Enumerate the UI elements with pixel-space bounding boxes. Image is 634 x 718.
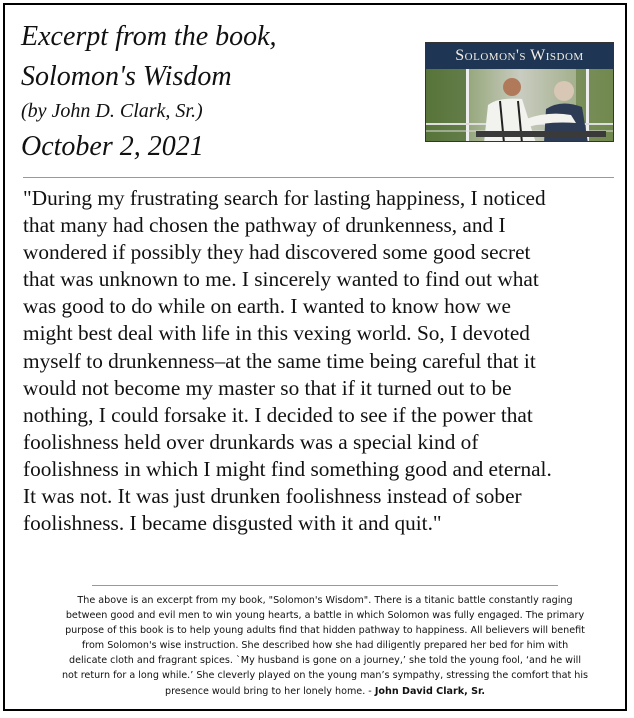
excerpt-quote (23, 185, 623, 537)
quote-line: "During my frustrating search for lasting happiness, I noticed (23, 186, 546, 210)
quote-line: myself to drunkenness–at the same time being careful that it (23, 348, 536, 373)
footer-line: The above is an excerpt from my book, "Solomon's Wisdom". There is a titanic battle constantly raging (77, 595, 573, 606)
quote-line: It was not. It was just drunken foolishness instead of sober (23, 484, 522, 509)
quote-line: nothing, I could forsake it. I decided to see if the power that (23, 402, 533, 427)
footer-note (27, 593, 623, 699)
quote-line: that many had chosen the pathway of drunkenness, and I (23, 213, 506, 238)
footer-line: delicate cloth and fragrant spices. `My husband is gone on a journey,’ she told the young fool, ‘and he will (68, 655, 582, 667)
header-line-excerpt: Excerpt from the book, (21, 21, 277, 52)
footer-line: purpose of this book is to help young adults find that hidden pathway to happiness. All believers will benefit (65, 625, 585, 637)
quote-line: foolishness held over drunkards was a special kind of (23, 429, 479, 454)
quote-line: that was unknown to me. I sincerely wanted to find out what (23, 267, 539, 292)
book-cover-banner: Solomon's Wisdom (426, 43, 613, 69)
quote-line: was good to do while on earth. I wanted to know how we (23, 294, 511, 319)
header-line-date: October 2, 2021 (21, 131, 204, 162)
footer-line: presence would bring to her lonely home. - (164, 685, 372, 697)
header-line-author: (by John D. Clark, Sr.) (21, 100, 203, 122)
page-frame (3, 3, 627, 711)
footer-line: not return for a long while.’ She cleverly played on the young man’s sympathy, stressing the comfort that his (61, 670, 589, 682)
quote-line: might best deal with life in this vexing world. So, I devoted (23, 321, 530, 346)
quote-line: foolishness in which I might find something good and eternal. (23, 456, 552, 481)
header-line-book-title: Solomon's Wisdom (21, 61, 232, 92)
quote-line: would not become my master so that if it turned out to be (23, 375, 512, 400)
author-signature: John David Clark, Sr. (374, 685, 485, 697)
porch-swing-illustration (426, 69, 614, 142)
footer-line: between good and evil men to win young hearts, a battle in which Solomon was fully engaged. The primary (65, 610, 585, 622)
footer-line-last (27, 684, 623, 699)
quote-line: foolishness. I became disgusted with it and quit." (23, 511, 442, 536)
top-divider (23, 177, 614, 178)
book-cover-image (425, 42, 614, 142)
quote-line: wondered if possibly they had discovered some good secret (23, 240, 531, 265)
footer-line: from Solomon's wise instruction. She described how she had diligently prepared her bed for him with (81, 640, 569, 652)
bottom-divider (92, 585, 558, 586)
